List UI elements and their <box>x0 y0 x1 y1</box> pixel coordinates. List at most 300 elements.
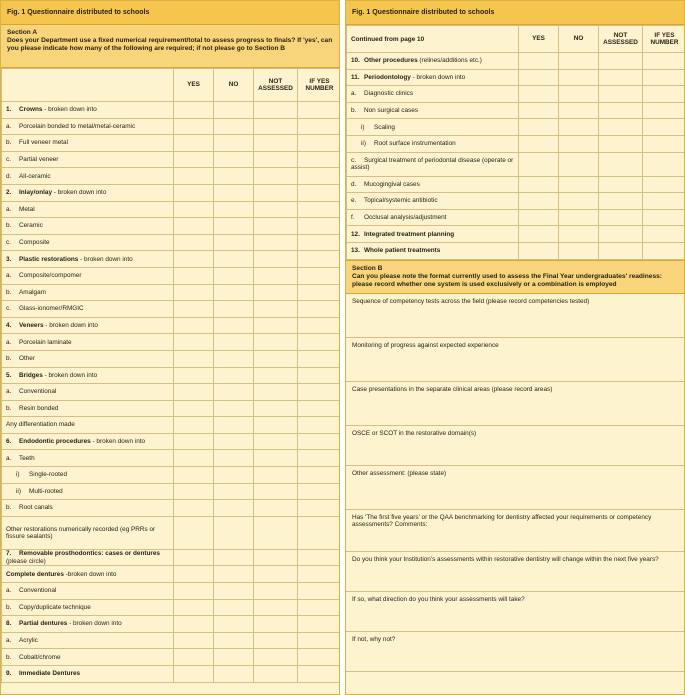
answer-cell-yes[interactable] <box>174 599 214 616</box>
row-label-suffix: -broken down into <box>63 570 117 578</box>
answer-cell-number[interactable] <box>298 649 341 666</box>
row-number: 1. <box>6 106 12 114</box>
answer-cell-not-assessed[interactable] <box>254 168 298 185</box>
section-b-question-box[interactable]: If so, what direction do you think your assessments will take? <box>346 592 684 632</box>
answer-cell-not-assessed[interactable] <box>254 616 298 633</box>
row-label-text: All-ceramic <box>19 172 51 180</box>
right-questionnaire-table <box>346 25 685 260</box>
row-label-text: Composite <box>19 238 50 246</box>
answer-cell-number[interactable] <box>298 616 341 633</box>
answer-cell-no[interactable] <box>559 86 599 103</box>
answer-cell-no[interactable] <box>214 168 254 185</box>
answer-cell-yes[interactable] <box>519 102 559 119</box>
row-label-veneers <box>2 317 174 334</box>
row-number: 5. <box>6 371 12 379</box>
row-label-occlusal-analysis-adjustment <box>347 209 519 226</box>
answer-cell-not-assessed[interactable] <box>254 218 298 235</box>
row-number: 11. <box>351 73 360 81</box>
table-row <box>2 599 341 616</box>
answer-cell-number[interactable] <box>298 583 341 600</box>
answer-cell-yes[interactable] <box>174 317 214 334</box>
row-label-text: Topical/systemic antibiotic <box>364 197 438 205</box>
answer-cell-no[interactable] <box>559 53 599 70</box>
answer-cell-number[interactable] <box>298 267 341 284</box>
row-number: c. <box>6 155 11 163</box>
answer-cell-number[interactable] <box>298 433 341 450</box>
answer-cell-number[interactable] <box>298 500 341 517</box>
table-row <box>2 549 341 566</box>
answer-cell-not-assessed[interactable] <box>599 119 643 136</box>
answer-cell-number[interactable] <box>643 242 685 259</box>
answer-cell-not-assessed[interactable] <box>254 417 298 434</box>
answer-cell-yes[interactable] <box>174 400 214 417</box>
answer-cell-yes[interactable] <box>174 334 214 351</box>
answer-cell-not-assessed[interactable] <box>599 135 643 152</box>
answer-cell-no[interactable] <box>214 549 254 566</box>
left-column-header-row <box>2 69 341 102</box>
answer-cell-yes[interactable] <box>519 193 559 210</box>
answer-cell-not-assessed[interactable] <box>254 301 298 318</box>
answer-cell-no[interactable] <box>559 69 599 86</box>
answer-cell-number[interactable] <box>643 226 685 243</box>
section-a-header <box>1 25 339 68</box>
answer-cell-no[interactable] <box>214 583 254 600</box>
answer-cell-not-assessed[interactable] <box>599 176 643 193</box>
row-label-porcelain-bonded-to-metal-metal-ceramic <box>2 118 174 135</box>
table-row <box>347 176 685 193</box>
continued-label: Continued from page 10 <box>347 26 519 53</box>
answer-cell-no[interactable] <box>214 317 254 334</box>
answer-cell-yes[interactable] <box>174 384 214 401</box>
answer-cell-yes[interactable] <box>174 184 214 201</box>
table-row <box>2 118 341 135</box>
row-number: ii) <box>16 487 21 495</box>
answer-cell-number[interactable] <box>298 334 341 351</box>
answer-cell-no[interactable] <box>214 516 254 549</box>
row-label-other-restorations-numerically-recorded- <box>2 516 174 549</box>
table-row <box>2 433 341 450</box>
answer-cell-not-assessed[interactable] <box>599 226 643 243</box>
row-label-suffix: - broken down into <box>43 321 98 329</box>
answer-cell-number[interactable] <box>298 201 341 218</box>
answer-cell-no[interactable] <box>214 632 254 649</box>
answer-cell-not-assessed[interactable] <box>254 350 298 367</box>
answer-cell-yes[interactable] <box>519 176 559 193</box>
answer-cell-number[interactable] <box>298 549 341 566</box>
answer-cell-no[interactable] <box>214 350 254 367</box>
answer-cell-not-assessed[interactable] <box>599 242 643 259</box>
answer-cell-not-assessed[interactable] <box>254 549 298 566</box>
answer-cell-number[interactable] <box>298 400 341 417</box>
row-label-text: Resin bonded <box>19 404 59 412</box>
row-label-endodontic-procedures <box>2 433 174 450</box>
answer-cell-number[interactable] <box>298 467 341 484</box>
answer-cell-not-assessed[interactable] <box>599 53 643 70</box>
answer-cell-no[interactable] <box>214 367 254 384</box>
row-number: 13. <box>351 247 360 255</box>
answer-cell-not-assessed[interactable] <box>254 467 298 484</box>
answer-cell-not-assessed[interactable] <box>254 566 298 583</box>
row-number: a. <box>6 587 12 595</box>
answer-cell-no[interactable] <box>214 251 254 268</box>
answer-cell-number[interactable] <box>643 193 685 210</box>
answer-cell-no[interactable] <box>214 118 254 135</box>
answer-cell-no[interactable] <box>214 384 254 401</box>
answer-cell-not-assessed[interactable] <box>254 400 298 417</box>
answer-cell-number[interactable] <box>643 69 685 86</box>
answer-cell-not-assessed[interactable] <box>254 516 298 549</box>
answer-cell-no[interactable] <box>214 301 254 318</box>
answer-cell-yes[interactable] <box>174 135 214 152</box>
table-row <box>2 583 341 600</box>
table-row <box>2 649 341 666</box>
answer-cell-no[interactable] <box>214 417 254 434</box>
row-label-text: Ceramic <box>19 222 43 230</box>
row-label-integrated-treatment-planning <box>347 226 519 243</box>
row-label-text: Metal <box>19 205 35 213</box>
answer-cell-not-assessed[interactable] <box>254 384 298 401</box>
table-row <box>2 516 341 549</box>
answer-cell-no[interactable] <box>559 209 599 226</box>
row-label-text: Integrated treatment planning <box>364 230 455 238</box>
row-label-whole-patient-treatments <box>347 242 519 259</box>
answer-cell-no[interactable] <box>214 184 254 201</box>
answer-cell-yes[interactable] <box>174 450 214 467</box>
right-panel <box>345 0 685 695</box>
answer-cell-yes[interactable] <box>519 226 559 243</box>
answer-cell-yes[interactable] <box>174 632 214 649</box>
row-number: b. <box>6 504 12 512</box>
answer-cell-no[interactable] <box>214 467 254 484</box>
answer-cell-number[interactable] <box>298 234 341 251</box>
answer-cell-not-assessed[interactable] <box>254 483 298 500</box>
answer-cell-no[interactable] <box>214 267 254 284</box>
answer-cell-not-assessed[interactable] <box>254 184 298 201</box>
answer-cell-yes[interactable] <box>174 151 214 168</box>
row-label-text: Partial dentures <box>19 620 68 628</box>
answer-cell-yes[interactable] <box>174 649 214 666</box>
answer-cell-yes[interactable] <box>174 433 214 450</box>
table-row <box>2 450 341 467</box>
row-label-text: Any differentiation made <box>6 421 75 429</box>
row-label-full-veneer-metal <box>2 135 174 152</box>
answer-cell-not-assessed[interactable] <box>599 69 643 86</box>
answer-cell-yes[interactable] <box>174 218 214 235</box>
answer-cell-not-assessed[interactable] <box>254 666 298 683</box>
answer-cell-no[interactable] <box>214 616 254 633</box>
row-label-text: Porcelain bonded to metal/metal-ceramic <box>19 122 136 130</box>
left-col-if-yes-number: IF YES NUMBER <box>298 69 341 102</box>
section-b-question-box[interactable]: OSCE or SCOT in the restorative domain(s) <box>346 426 684 466</box>
answer-cell-yes[interactable] <box>174 583 214 600</box>
answer-cell-no[interactable] <box>559 226 599 243</box>
row-number: a. <box>6 388 12 396</box>
right-col-no: NO <box>559 26 599 53</box>
answer-cell-yes[interactable] <box>174 417 214 434</box>
answer-cell-not-assessed[interactable] <box>254 500 298 517</box>
answer-cell-number[interactable] <box>298 666 341 683</box>
answer-cell-not-assessed[interactable] <box>254 599 298 616</box>
row-label-topical-systemic-antibiotic <box>347 193 519 210</box>
answer-cell-number[interactable] <box>643 86 685 103</box>
answer-cell-not-assessed[interactable] <box>254 102 298 119</box>
row-label-text: Root surface instrumentation <box>374 140 456 148</box>
section-a-question: Does your Department use a fixed numerical requirement/total to assess progress to finals? If 'yes', can you please indicate how many of the following are required; if not please go to Section B <box>7 37 333 53</box>
table-row <box>347 193 685 210</box>
table-row <box>2 417 341 434</box>
left-col-yes: YES <box>174 69 214 102</box>
answer-cell-number[interactable] <box>298 317 341 334</box>
answer-cell-no[interactable] <box>214 599 254 616</box>
answer-cell-no[interactable] <box>214 218 254 235</box>
answer-cell-number[interactable] <box>298 350 341 367</box>
answer-cell-no[interactable] <box>559 102 599 119</box>
table-row <box>2 168 341 185</box>
table-row <box>347 102 685 119</box>
row-label-inlay-onlay <box>2 184 174 201</box>
answer-cell-no[interactable] <box>214 500 254 517</box>
answer-cell-number[interactable] <box>643 209 685 226</box>
answer-cell-yes[interactable] <box>519 69 559 86</box>
row-label-suffix: (please circle) <box>6 557 46 565</box>
row-number: b. <box>6 222 12 230</box>
answer-cell-yes[interactable] <box>519 119 559 136</box>
answer-cell-number[interactable] <box>298 184 341 201</box>
row-label-periodontology <box>347 69 519 86</box>
answer-cell-yes[interactable] <box>174 118 214 135</box>
answer-cell-not-assessed[interactable] <box>254 649 298 666</box>
row-label-composite-compomer <box>2 267 174 284</box>
row-label-suffix: (relines/additions etc.) <box>417 57 482 65</box>
section-b-question-box[interactable]: Monitoring of progress against expected experience <box>346 338 684 382</box>
answer-cell-number[interactable] <box>298 168 341 185</box>
row-label-surgical-treatment-of-periodontal-diseas <box>347 152 519 176</box>
answer-cell-number[interactable] <box>298 516 341 549</box>
answer-cell-number[interactable] <box>298 384 341 401</box>
answer-cell-number[interactable] <box>298 118 341 135</box>
row-label-text: Partial veneer <box>19 155 59 163</box>
row-label-text: Porcelain laminate <box>19 338 72 346</box>
answer-cell-number[interactable] <box>643 176 685 193</box>
left-figure-title: Fig. 1 Questionnaire distributed to schools <box>1 1 339 25</box>
row-label-text: Inlay/onlay <box>19 189 53 197</box>
section-b-question-box[interactable]: Sequence of competency tests across the field (please record competencies tested) <box>346 294 684 338</box>
answer-cell-not-assessed[interactable] <box>254 632 298 649</box>
section-b-question-box[interactable]: Other assessment: (please state) <box>346 466 684 510</box>
answer-cell-yes[interactable] <box>519 86 559 103</box>
answer-cell-no[interactable] <box>559 135 599 152</box>
answer-cell-number[interactable] <box>298 218 341 235</box>
row-label-text: Bridges <box>19 371 43 379</box>
row-label-suffix: - broken down into <box>42 371 98 379</box>
answer-cell-not-assessed[interactable] <box>599 193 643 210</box>
answer-cell-no[interactable] <box>214 135 254 152</box>
row-label-cobalt-chrome <box>2 649 174 666</box>
answer-cell-yes[interactable] <box>174 201 214 218</box>
answer-cell-number[interactable] <box>643 102 685 119</box>
table-row <box>2 251 341 268</box>
table-row <box>347 53 685 70</box>
answer-cell-not-assessed[interactable] <box>254 267 298 284</box>
answer-cell-not-assessed[interactable] <box>254 450 298 467</box>
answer-cell-yes[interactable] <box>174 168 214 185</box>
answer-cell-number[interactable] <box>298 284 341 301</box>
row-label-crowns <box>2 102 174 119</box>
row-number: ii) <box>361 140 366 148</box>
answer-cell-number[interactable] <box>298 450 341 467</box>
row-number: 7. <box>6 550 12 558</box>
answer-cell-no[interactable] <box>214 151 254 168</box>
row-number: 12. <box>351 230 360 238</box>
answer-cell-number[interactable] <box>298 102 341 119</box>
row-label-text: Veneers <box>19 321 44 329</box>
left-panel <box>0 0 340 695</box>
answer-cell-number[interactable] <box>643 119 685 136</box>
answer-cell-number[interactable] <box>298 483 341 500</box>
row-label-suffix: - broken down into <box>90 438 146 446</box>
answer-cell-not-assessed[interactable] <box>599 152 643 176</box>
answer-cell-number[interactable] <box>643 152 685 176</box>
row-label-text: Other restorations numerically recorded (eg PRRs or fissure sealants) <box>6 525 156 540</box>
table-row <box>347 69 685 86</box>
answer-cell-not-assessed[interactable] <box>254 284 298 301</box>
row-label-other-procedures <box>347 53 519 70</box>
section-b-question-box[interactable]: Has 'The first five years' or the QAA benchmarking for dentistry affected your requirements or competency assessments? Comments: <box>346 510 684 552</box>
row-number: 4. <box>6 321 12 329</box>
answer-cell-yes[interactable] <box>174 102 214 119</box>
answer-cell-no[interactable] <box>559 176 599 193</box>
answer-cell-no[interactable] <box>214 201 254 218</box>
row-label-text: Diagnostic clinics <box>364 90 414 98</box>
answer-cell-number[interactable] <box>298 135 341 152</box>
answer-cell-yes[interactable] <box>519 242 559 259</box>
answer-cell-not-assessed[interactable] <box>254 251 298 268</box>
answer-cell-number[interactable] <box>298 301 341 318</box>
row-label-metal <box>2 201 174 218</box>
row-label-text: Removable prosthodontics: cases or dentures <box>19 550 160 558</box>
row-label-text: Other procedures <box>364 57 418 65</box>
answer-cell-yes[interactable] <box>174 367 214 384</box>
answer-cell-yes[interactable] <box>174 500 214 517</box>
answer-cell-no[interactable] <box>214 566 254 583</box>
answer-cell-yes[interactable] <box>174 549 214 566</box>
row-label-text: Multi-rooted <box>29 487 63 495</box>
answer-cell-no[interactable] <box>214 433 254 450</box>
answer-cell-not-assessed[interactable] <box>599 209 643 226</box>
answer-cell-not-assessed[interactable] <box>254 583 298 600</box>
answer-cell-number[interactable] <box>298 599 341 616</box>
answer-cell-no[interactable] <box>214 284 254 301</box>
answer-cell-yes[interactable] <box>174 301 214 318</box>
row-number: b. <box>351 106 357 114</box>
answer-cell-no[interactable] <box>559 242 599 259</box>
answer-cell-not-assessed[interactable] <box>254 118 298 135</box>
answer-cell-yes[interactable] <box>174 566 214 583</box>
answer-cell-no[interactable] <box>214 450 254 467</box>
row-label-text: Conventional <box>19 587 57 595</box>
row-label-plastic-restorations <box>2 251 174 268</box>
section-b-question-box[interactable]: Do you think your Institution's assessments within restorative dentistry will change within the next five years? <box>346 552 684 592</box>
row-number: c. <box>351 156 356 164</box>
answer-cell-not-assessed[interactable] <box>254 367 298 384</box>
table-row <box>2 135 341 152</box>
answer-cell-yes[interactable] <box>174 284 214 301</box>
answer-cell-yes[interactable] <box>174 666 214 683</box>
answer-cell-not-assessed[interactable] <box>599 102 643 119</box>
answer-cell-no[interactable] <box>214 334 254 351</box>
row-label-text: Single-rooted <box>29 471 68 479</box>
answer-cell-number[interactable] <box>643 135 685 152</box>
row-number: 3. <box>6 255 12 263</box>
answer-cell-number[interactable] <box>298 251 341 268</box>
answer-cell-no[interactable] <box>214 400 254 417</box>
answer-cell-yes[interactable] <box>519 209 559 226</box>
answer-cell-not-assessed[interactable] <box>254 151 298 168</box>
answer-cell-number[interactable] <box>298 566 341 583</box>
row-number: b. <box>6 288 12 296</box>
row-label-glass-ionomer-rmgic <box>2 301 174 318</box>
section-b-question-box[interactable]: If not, why not? <box>346 632 684 672</box>
answer-cell-no[interactable] <box>559 193 599 210</box>
answer-cell-yes[interactable] <box>519 152 559 176</box>
answer-cell-yes[interactable] <box>174 251 214 268</box>
answer-cell-number[interactable] <box>298 417 341 434</box>
answer-cell-yes[interactable] <box>174 467 214 484</box>
answer-cell-not-assessed[interactable] <box>254 334 298 351</box>
answer-cell-not-assessed[interactable] <box>254 201 298 218</box>
row-number: 9. <box>6 670 12 678</box>
row-number: c. <box>6 305 11 313</box>
left-header-blank <box>2 69 174 102</box>
row-label-all-ceramic <box>2 168 174 185</box>
answer-cell-not-assessed[interactable] <box>254 135 298 152</box>
answer-cell-number[interactable] <box>298 632 341 649</box>
row-number: d. <box>6 172 12 180</box>
answer-cell-number[interactable] <box>643 53 685 70</box>
answer-cell-yes[interactable] <box>174 616 214 633</box>
answer-cell-number[interactable] <box>298 367 341 384</box>
table-row <box>2 616 341 633</box>
answer-cell-no[interactable] <box>214 483 254 500</box>
table-row <box>2 467 341 484</box>
answer-cell-yes[interactable] <box>174 516 214 549</box>
row-label-complete-dentures <box>2 566 174 583</box>
answer-cell-yes[interactable] <box>174 234 214 251</box>
answer-cell-no[interactable] <box>214 102 254 119</box>
answer-cell-yes[interactable] <box>174 350 214 367</box>
section-b-questions <box>346 294 684 672</box>
answer-cell-not-assessed[interactable] <box>254 433 298 450</box>
answer-cell-yes[interactable] <box>519 135 559 152</box>
answer-cell-not-assessed[interactable] <box>254 234 298 251</box>
section-b-question: Can you please note the format currently used to assess the Final Year undergraduates' readiness: please record whether one system is used exclusively or a combination is employed <box>352 272 662 288</box>
answer-cell-yes[interactable] <box>174 267 214 284</box>
answer-cell-no[interactable] <box>214 234 254 251</box>
answer-cell-number[interactable] <box>298 151 341 168</box>
answer-cell-no[interactable] <box>559 152 599 176</box>
answer-cell-no[interactable] <box>214 666 254 683</box>
answer-cell-not-assessed[interactable] <box>254 317 298 334</box>
section-b-question-box[interactable]: Case presentations in the separate clinical areas (please record areas) <box>346 382 684 426</box>
row-number: b. <box>6 653 12 661</box>
answer-cell-not-assessed[interactable] <box>599 86 643 103</box>
answer-cell-yes[interactable] <box>174 483 214 500</box>
answer-cell-no[interactable] <box>214 649 254 666</box>
row-number: f. <box>351 213 355 221</box>
answer-cell-yes[interactable] <box>519 53 559 70</box>
answer-cell-no[interactable] <box>559 119 599 136</box>
row-label-non-surgical-cases <box>347 102 519 119</box>
